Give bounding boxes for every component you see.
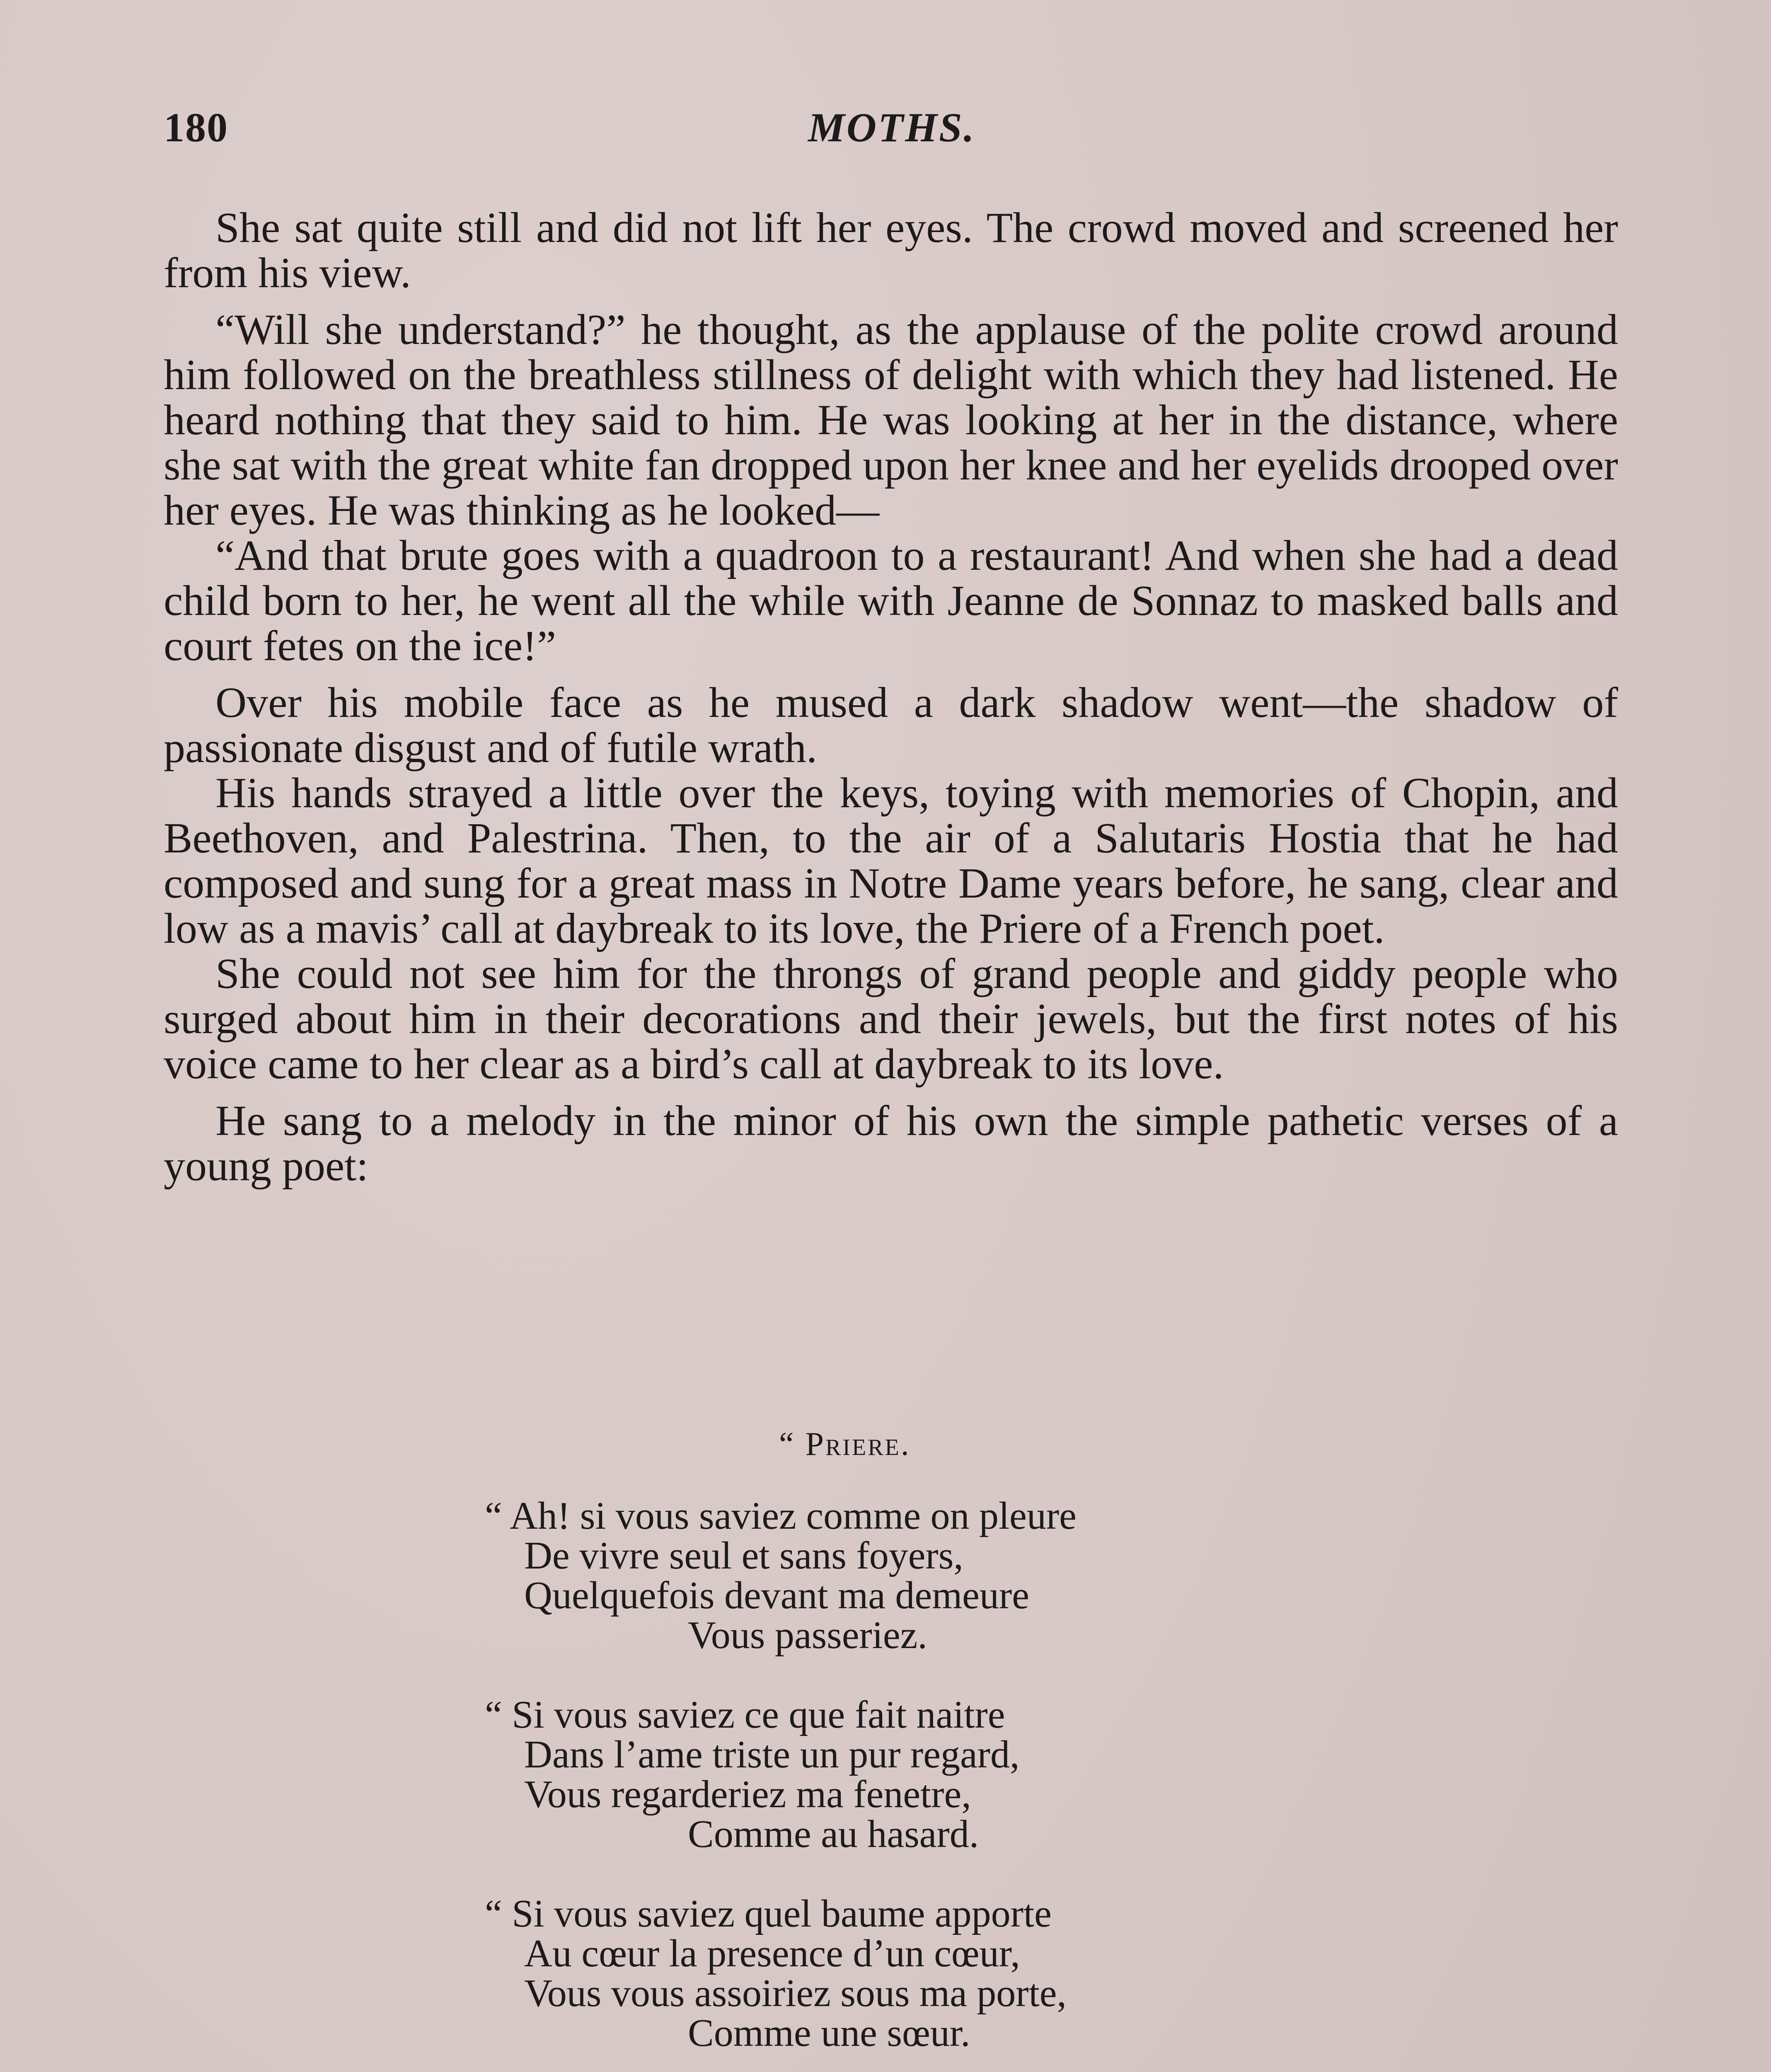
poem-stanza	[485, 1496, 1314, 1655]
verse-line: “ Si vous saviez quel baume apporte	[485, 1892, 1052, 1935]
verse-line: Vous vous assoiriez sous ma porte,	[524, 1972, 1067, 2015]
page-number: 180	[164, 104, 228, 150]
running-title: MOTHS.	[808, 104, 976, 150]
verse-line: De vivre seul et sans foyers,	[524, 1534, 963, 1577]
paragraph: She could not see him for the throngs of grand people and giddy people who surged about him in their decorations and their jewels, but the first notes of his voice came to her clear as a bird’s call at daybreak to its love.	[164, 950, 1618, 1088]
verse-line: Quelquefois devant ma demeure	[524, 1574, 1029, 1617]
paragraph: “Will she understand?” he thought, as the applause of the polite crowd around him followed on the breathless stillness of delight with which they had listened. He heard nothing that they said to him. He was looking at her in the distance, where she sat with the great white fan dropped upon her knee and her eyelids drooped over her eyes. He was thinking as he looked—	[164, 306, 1618, 534]
paragraph: She sat quite still and did not lift her eyes. The crowd moved and screened her from his view.	[164, 204, 1618, 297]
paragraph: He sang to a melody in the minor of his own the simple pathetic verses of a young poet:	[164, 1097, 1618, 1190]
paragraph: “And that brute goes with a quadroon to a restaurant! And when she had a dead child born to her, he went all the while with Jeanne de Sonnaz to masked balls and court fetes on the ice!”	[164, 532, 1618, 670]
poem-stanza	[485, 1695, 1314, 1854]
verse-line: “ Si vous saviez ce que fait naitre	[485, 1693, 1005, 1736]
paragraph: Over his mobile face as he mused a dark shadow went—the shadow of passionate disgust and of futile wrath.	[164, 679, 1618, 772]
verse-line: Comme une sœur.	[688, 2011, 970, 2055]
verse-line: Comme au hasard.	[688, 1813, 979, 1856]
verse-line: Vous regarderiez ma fenetre,	[524, 1773, 971, 1816]
poem-title: “ Priere.	[779, 1426, 911, 1462]
verse-line: Au cœur la presence d’un cœur,	[524, 1932, 1020, 1975]
paragraph: His hands strayed a little over the keys, toying with memories of Chopin, and Beethoven, and Palestrina. Then, to the air of a Salutaris Hostia that he had composed and sung for a great mass in Notre Dame years before, he sang, clear and low as a mavis’ call at daybreak to its love, the Priere of a French poet.	[164, 769, 1618, 952]
poem-stanza	[485, 1894, 1314, 2053]
verse-line: “ Ah! si vous saviez comme on pleure	[485, 1494, 1077, 1537]
verse-line: Vous passeriez.	[688, 1614, 927, 1657]
body-text	[164, 205, 1618, 1188]
verse-line: Dans l’ame triste un pur regard,	[524, 1733, 1020, 1776]
